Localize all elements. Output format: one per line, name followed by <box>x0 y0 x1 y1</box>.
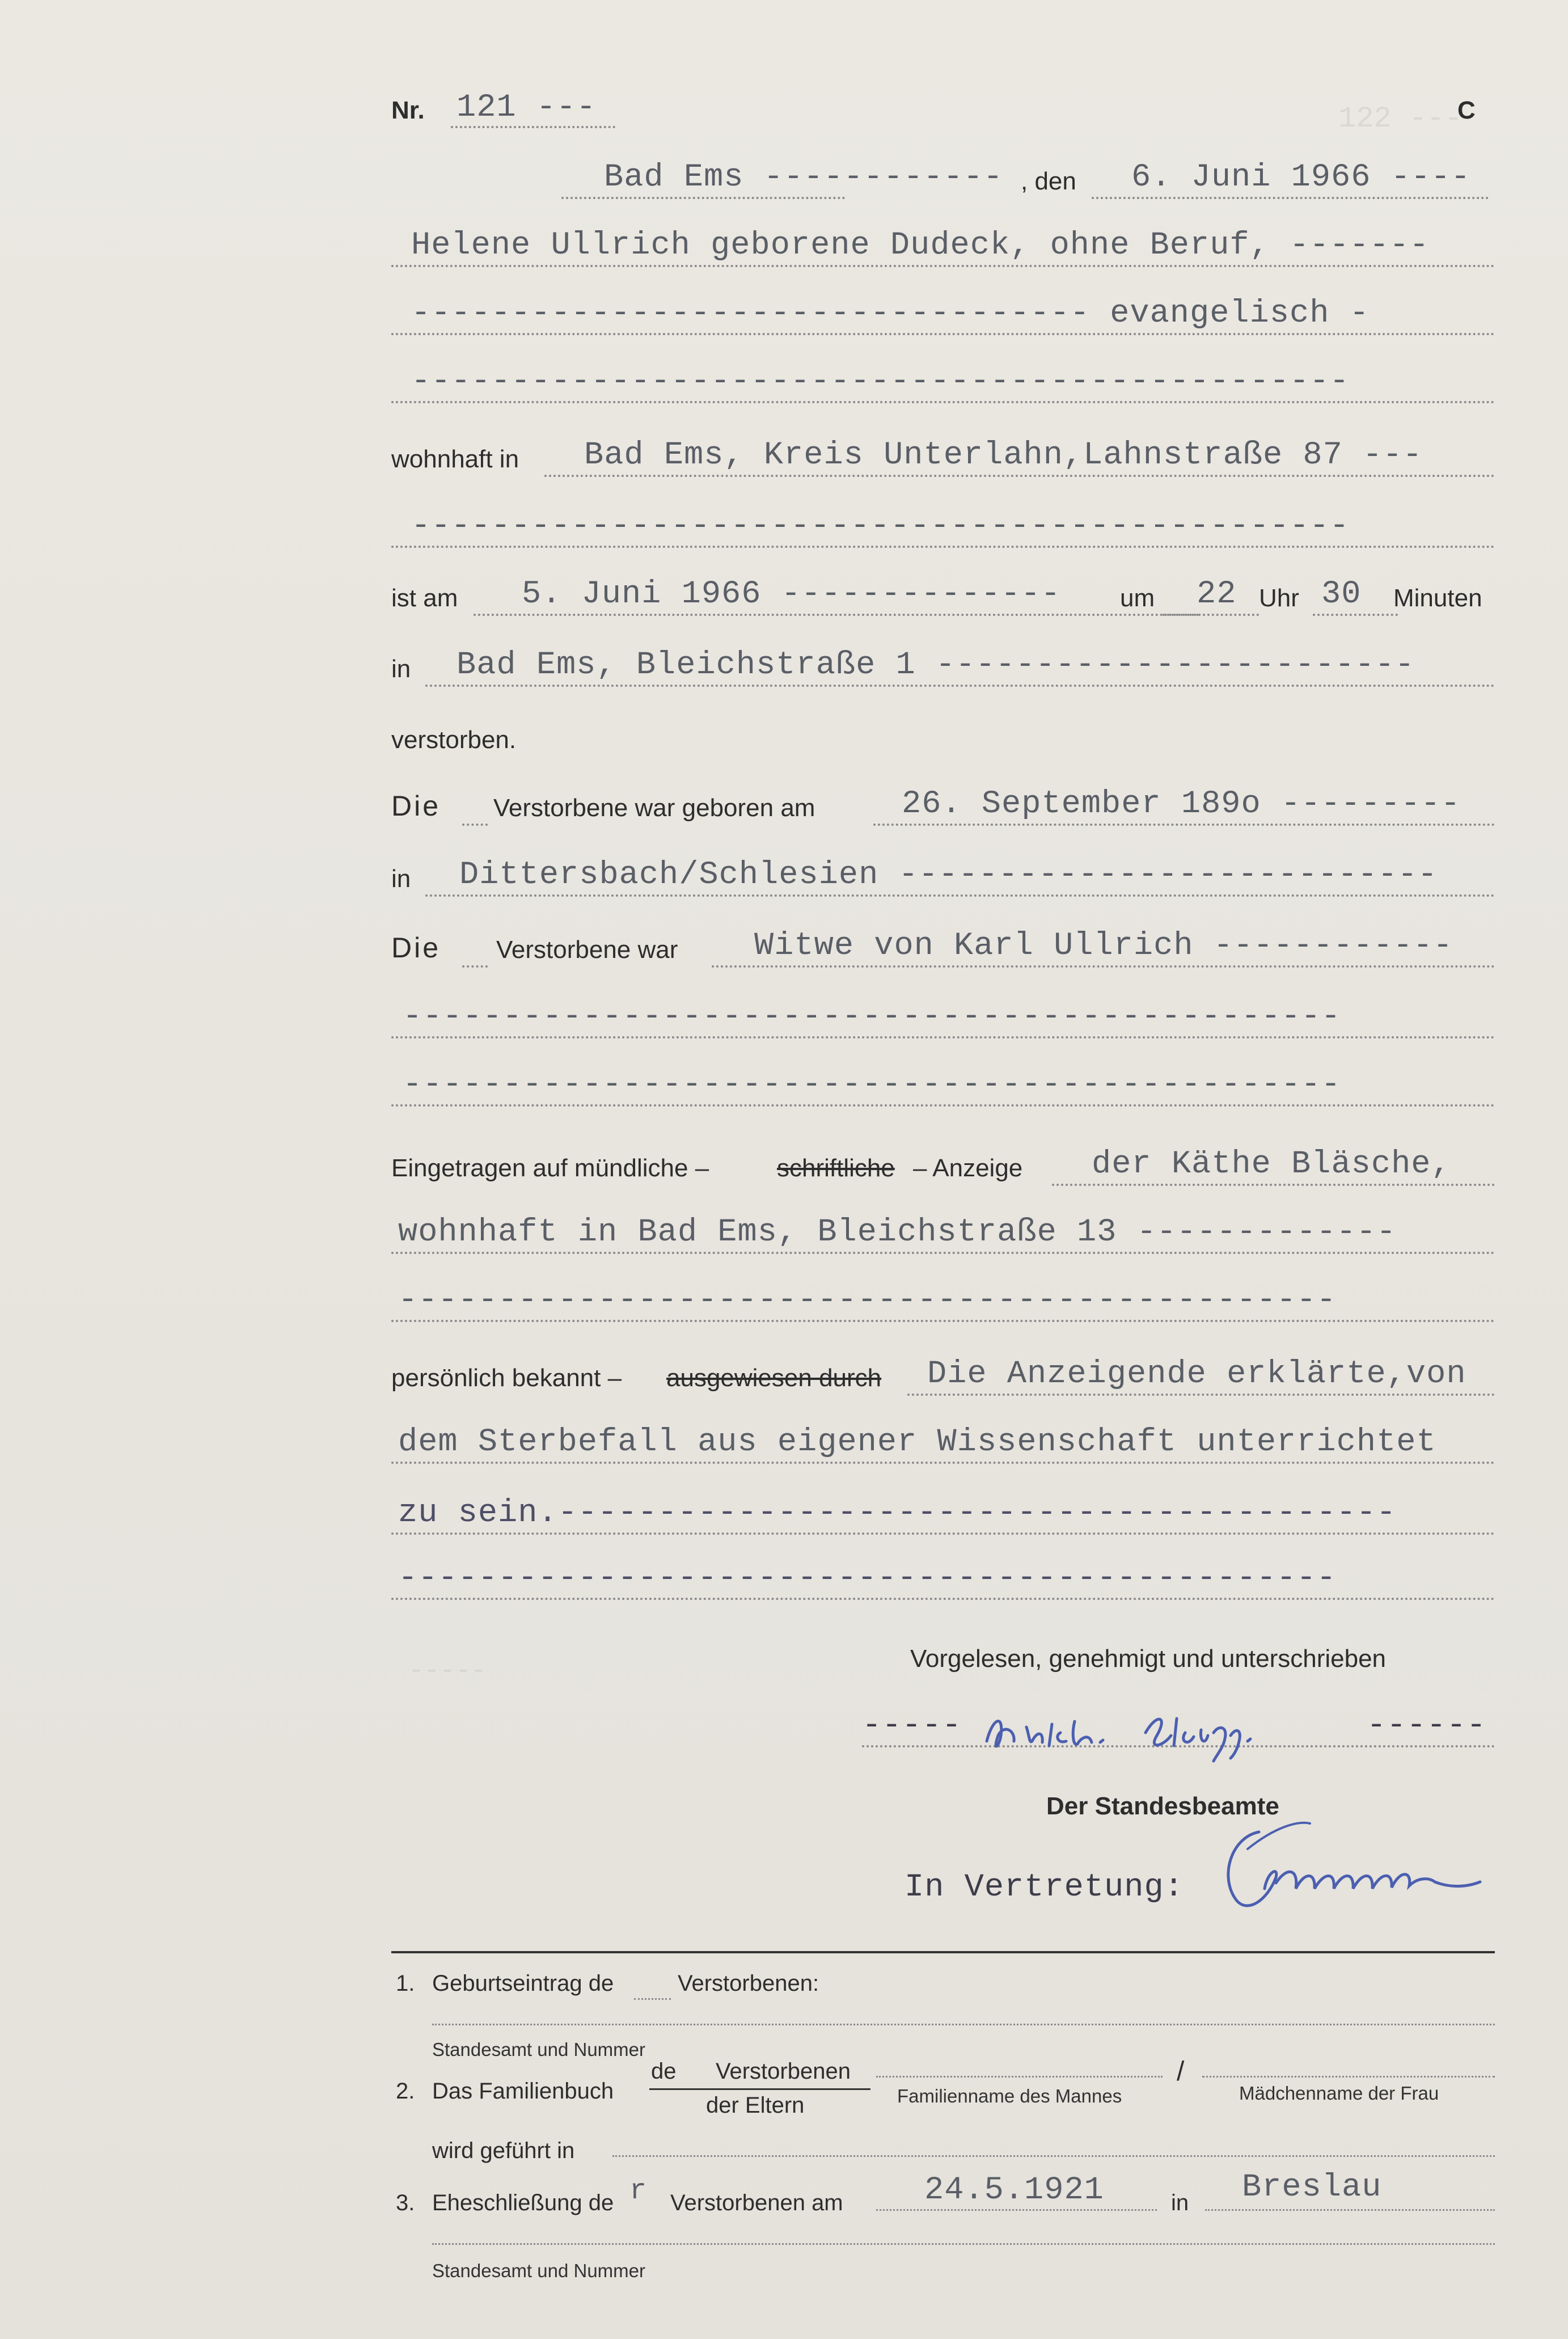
born-label: Verstorbene war geboren am <box>493 794 815 822</box>
death-place-dots <box>425 685 1495 687</box>
status-dots <box>712 965 1495 968</box>
birth-row <box>391 783 1495 834</box>
status-dots-2 <box>391 1036 1495 1038</box>
birth-in-label: in <box>391 865 411 893</box>
informant-dashes-right: ------ <box>1367 1708 1487 1744</box>
read-approved-label: Vorgelesen, genehmigt und unterschrieben <box>910 1645 1387 1673</box>
status-row <box>391 924 1495 976</box>
birth-date-dots <box>873 824 1495 826</box>
item2-fraction-line <box>649 2088 870 2090</box>
marriage-date: 24.5.1921 <box>924 2172 1104 2209</box>
death-minutes: 30 <box>1321 576 1362 613</box>
registration-row <box>391 1143 1495 1194</box>
residence-label: wohnhaft in <box>391 445 519 473</box>
identity-statement-3: zu sein.------------------------------------------ <box>398 1495 1397 1531</box>
registration-dots-3 <box>391 1320 1495 1322</box>
status-die-label: Die <box>391 932 441 964</box>
anzeige-label: – Anzeige <box>913 1154 1023 1182</box>
item2-label: Das Familienbuch <box>432 2079 614 2104</box>
item2-slash: / <box>1177 2057 1185 2087</box>
footer-divider <box>391 1951 1495 1953</box>
minutes-dots <box>1313 614 1398 616</box>
status-war-label: Verstorbene war <box>496 936 678 964</box>
struck-ausgewiesen: ausgewiesen durch <box>666 1364 882 1392</box>
item3-r: r <box>629 2175 648 2207</box>
item1-standesamt-dots <box>432 2024 1495 2025</box>
die-dots <box>462 824 488 826</box>
item3-verstorbenen: Verstorbenen am <box>670 2190 843 2215</box>
deputy-label: In Vertretung: <box>905 1869 1184 1906</box>
ist-am-label: ist am <box>391 584 458 612</box>
person-dots-1 <box>391 265 1495 267</box>
item2-frau-caption: Mädchenname der Frau <box>1239 2083 1439 2104</box>
item3-standesamt-dots <box>432 2243 1495 2245</box>
item1-de-dots <box>634 1998 671 2000</box>
verstorben-label: verstorben. <box>391 726 517 754</box>
status-die-dots <box>462 965 488 968</box>
item2-wird-label: wird geführt in <box>432 2138 575 2163</box>
informant-name: der Käthe Bläsche, <box>1092 1146 1451 1183</box>
registrar-signature <box>1214 1815 1497 1923</box>
registration-filler: ----------------------------------------------- <box>398 1282 1337 1319</box>
death-in-label: in <box>391 655 411 683</box>
identity-dots-2 <box>391 1462 1495 1464</box>
standesamt-label-2: Standesamt und Nummer <box>432 2260 646 2281</box>
status-row-2 <box>391 995 1495 1046</box>
nr-value: 121 --- <box>457 90 597 126</box>
status-row-3 <box>391 1063 1495 1114</box>
footer-item1-line <box>391 2011 1495 2033</box>
identity-row-4 <box>391 1557 1495 1608</box>
death-date: 5. Juni 1966 -------------- <box>522 576 1061 613</box>
identity-row <box>391 1353 1495 1404</box>
identity-statement-2: dem Sterbefall aus eigener Wissenschaft unterrichtet <box>398 1424 1436 1460</box>
registration-row-3 <box>391 1279 1495 1330</box>
item2-number: 2. <box>396 2079 415 2104</box>
person-line-1 <box>391 224 1495 275</box>
item3-place-dots <box>1205 2209 1495 2211</box>
person-dots-3 <box>391 401 1495 403</box>
identity-dots <box>907 1394 1495 1396</box>
death-hour: 22 <box>1197 576 1237 613</box>
identity-dots-4 <box>391 1598 1495 1600</box>
residence-dots <box>544 475 1495 477</box>
registration-dots <box>1052 1184 1495 1186</box>
status-filler-2: ----------------------------------------------- <box>403 1067 1341 1103</box>
registry-place: Bad Ems ------------ <box>604 159 1004 196</box>
item2-wird-dots <box>612 2155 1495 2157</box>
identity-filler: ----------------------------------------------- <box>398 1560 1337 1597</box>
deceased-name: Helene Ullrich geborene Dudeck, ohne Beruf, ------- <box>411 227 1430 264</box>
registry-date: 6. Juni 1966 ---- <box>1131 159 1471 196</box>
place-dots <box>561 197 845 199</box>
death-place-row <box>391 644 1495 695</box>
residence-filler: ----------------------------------------------- <box>411 508 1350 544</box>
date-dots <box>1092 197 1489 199</box>
item2-de: de <box>651 2059 677 2084</box>
birth-date: 26. September 189o --------- <box>902 786 1461 822</box>
die-label: Die <box>391 790 441 822</box>
registration-row-2 <box>391 1211 1495 1262</box>
residence-row <box>391 434 1495 485</box>
marriage-place: Breslau <box>1242 2169 1382 2206</box>
item2-mann-dots <box>876 2076 1163 2078</box>
death-place: Bad Ems, Bleichstraße 1 ------------------------ <box>457 647 1415 683</box>
um-label: um <box>1120 584 1155 612</box>
identity-dots-3 <box>391 1532 1495 1535</box>
read-approved-row <box>391 1633 1495 1684</box>
birth-place-row <box>391 854 1495 905</box>
identity-row-2 <box>391 1421 1495 1472</box>
person-line-3 <box>391 360 1495 411</box>
birth-place: Dittersbach/Schlesien --------------------------- <box>459 857 1438 893</box>
informant-address: wohnhaft in Bad Ems, Bleichstraße 13 ------------- <box>398 1214 1397 1251</box>
residence-dots-2 <box>391 546 1495 548</box>
registrar-label: Der Standesbeamte <box>1046 1792 1279 1820</box>
informant-signature <box>975 1702 1367 1764</box>
religion: ---------------------------------- evangelisch - <box>411 295 1370 332</box>
item2-verstorbenen: Verstorbenen <box>716 2059 851 2084</box>
nr-dots <box>451 126 615 128</box>
footer-item-1 <box>391 1962 1495 2008</box>
verstorben-row <box>391 715 1495 766</box>
registration-dots-2 <box>391 1252 1495 1254</box>
person-filler: ----------------------------------------------- <box>411 364 1350 400</box>
person-dots-2 <box>391 333 1495 335</box>
item2-eltern: der Eltern <box>706 2093 805 2118</box>
place-date-row <box>391 156 1495 207</box>
status-filler-1: ----------------------------------------------- <box>403 999 1341 1035</box>
item3-number: 3. <box>396 2190 415 2215</box>
item3-date-dots <box>876 2209 1157 2211</box>
nr-label: Nr. <box>391 96 425 124</box>
identity-row-3 <box>391 1492 1495 1543</box>
status-dots-3 <box>391 1104 1495 1107</box>
item2-mann-caption: Familienname des Mannes <box>897 2085 1122 2106</box>
standesamt-label-1: Standesamt und Nummer <box>432 2039 646 2060</box>
header-row <box>391 85 1495 136</box>
struck-schriftliche: schriftliche <box>777 1154 895 1182</box>
den-label: , den <box>1021 167 1076 195</box>
bleed-through-decoration: ----- <box>408 1656 487 1686</box>
identity-label: persönlich bekannt – <box>391 1364 622 1392</box>
minuten-label: Minuten <box>1393 584 1482 612</box>
death-time-row <box>391 573 1495 624</box>
person-line-2 <box>391 292 1495 343</box>
birth-place-dots <box>425 894 1495 897</box>
item1-number: 1. <box>396 1971 415 1996</box>
hour-dots <box>1163 614 1259 616</box>
item1-value: Verstorbenen: <box>678 1971 819 1996</box>
item3-label: Eheschließung de <box>432 2190 614 2215</box>
death-date-dots <box>474 614 1199 616</box>
corner-letter: C <box>1457 96 1476 124</box>
informant-dashes-left: ----- <box>862 1708 962 1744</box>
uhr-label: Uhr <box>1259 584 1299 612</box>
item3-in: in <box>1171 2190 1189 2215</box>
registration-label: Eingetragen auf mündliche – <box>391 1154 709 1182</box>
bleed-through-decoration: 122 --- <box>1338 102 1463 136</box>
item1-label: Geburtseintrag de <box>432 1971 614 1996</box>
identity-statement-1: Die Anzeigende erklärte,von <box>927 1356 1466 1392</box>
residence-value: Bad Ems, Kreis Unterlahn,Lahnstraße 87 --- <box>584 437 1423 474</box>
marital-status: Witwe von Karl Ullrich ------------ <box>754 928 1453 964</box>
residence-row-2 <box>391 505 1495 556</box>
item2-frau-dots <box>1202 2076 1495 2078</box>
